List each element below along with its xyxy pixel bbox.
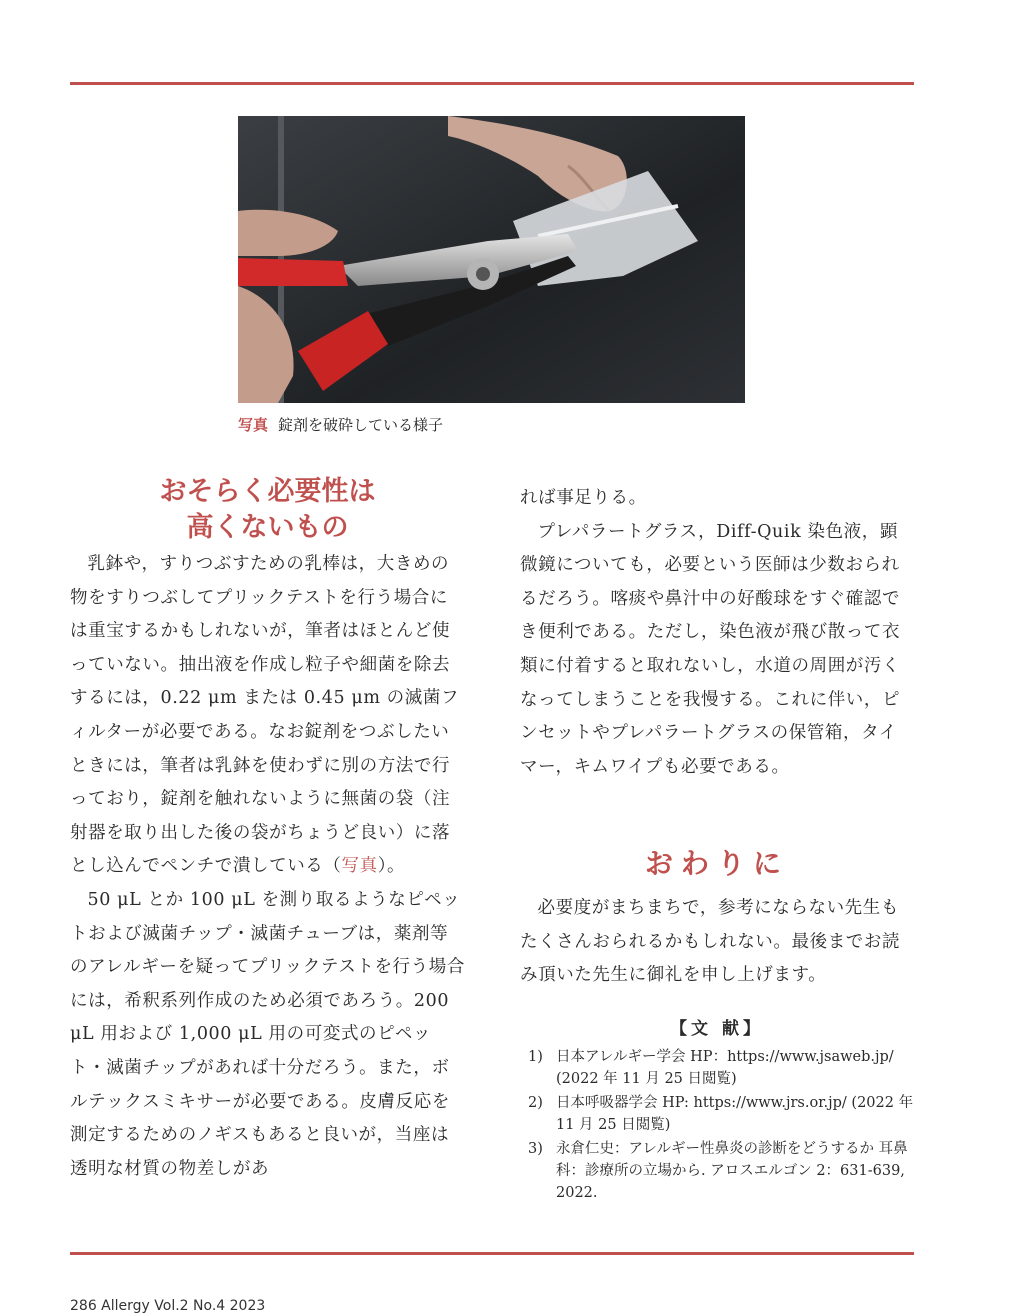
photo-crushing-tablet xyxy=(238,116,745,403)
paragraph-text-end: ）。 xyxy=(377,856,406,877)
right-column xyxy=(520,482,914,784)
reference-item xyxy=(528,1046,916,1090)
section-heading-conclusion: おわりに xyxy=(644,847,789,880)
conclusion-column xyxy=(520,892,914,993)
reference-number: 2) xyxy=(528,1095,543,1111)
reference-text: 永倉仁史：アレルギー性鼻炎の診断をどうするか 耳鼻科：診療所の立場から. アロスエルゴン 2：631-639, 2022. xyxy=(556,1141,908,1201)
reference-text: 日本アレルギー学会 HP：https://www.jsaweb.jp/ (2022 年 11 月 25 日閲覧) xyxy=(556,1049,894,1087)
reference-text: 日本呼吸器学会 HP: https://www.jrs.or.jp/ (2022 年 11 月 25 日閲覧) xyxy=(556,1095,914,1133)
photo-reference-link: 写真 xyxy=(341,856,378,877)
paragraph-pipette: 50 μL とか 100 μL を測り取るようなピペットおよび滅菌チップ・滅菌チューブは，薬剤等のアレルギーを疑ってプリックテストを行う場合には，希釈系列作成のため必須であろう。200 μL 用および 1,000 μL 用の可変式のピペット・滅菌チップがあれば十分だろう。また，ボルテックスミキサーが必要である。皮膚反応を測定するためのノギスもあると良いが，当座は透明な材質の物差しがあ xyxy=(70,889,465,1179)
pliers-photo-illustration xyxy=(238,116,745,403)
reference-number: 1) xyxy=(528,1049,543,1065)
bottom-rule xyxy=(70,1252,914,1255)
top-rule xyxy=(70,82,914,85)
paragraph-mortar xyxy=(70,548,465,884)
reference-item xyxy=(528,1138,916,1204)
paragraph-continued: れば事足りる。 xyxy=(520,488,647,508)
references-list xyxy=(528,1046,916,1206)
heading-line-2: 高くないもの xyxy=(186,512,349,543)
reference-number: 3) xyxy=(528,1141,543,1157)
paragraph-conclusion: 必要度がまちまちで，参考にならない先生もたくさんおられるかもしれない。最後までお読み頂いた先生に御礼を申し上げます。 xyxy=(520,898,901,986)
references-title: 【文 献】 xyxy=(670,1019,764,1039)
caption-text: 錠剤を破砕している様子 xyxy=(278,416,444,434)
caption-label: 写真 xyxy=(238,416,269,434)
left-column xyxy=(70,548,465,1186)
reference-item xyxy=(528,1092,916,1136)
paragraph-text: 乳鉢や，すりつぶすための乳棒は，大きめの物をすりつぶしてプリックテストを行う場合には重宝するかもしれないが，筆者はほとんど使っていない。抽出液を作成し粒子や細菌を除去するには，0.22 μm または 0.45 μm の滅菌フィルターが必要である。なお錠剤をつぶしたいときには，筆者は乳鉢を使わずに別の方法で行っており，錠剤を触れないように無菌の袋（注射器を取り出した後の袋がちょうど良い）に落とし込んでペンチで潰している（ xyxy=(70,554,460,877)
photo-caption xyxy=(238,414,443,435)
paragraph-slide-glass: プレパラートグラス，Diff-Quik 染色液，顕微鏡についても，必要という医師は少数おられるだろう。喀痰や鼻汁中の好酸球をすぐ確認でき便利である。ただし，染色液が飛び散って衣類に付着すると取れないし，水道の周囲が汚くなってしまうことを我慢する。これに伴い，ピンセットやプレパラートグラスの保管箱，タイマー，キムワイプも必要である。 xyxy=(520,521,901,777)
section-heading-unneeded xyxy=(70,474,465,546)
page-footer: 286 Allergy Vol.2 No.4 2023 xyxy=(70,1298,266,1314)
heading-line-1: おそらく必要性は xyxy=(159,476,376,507)
